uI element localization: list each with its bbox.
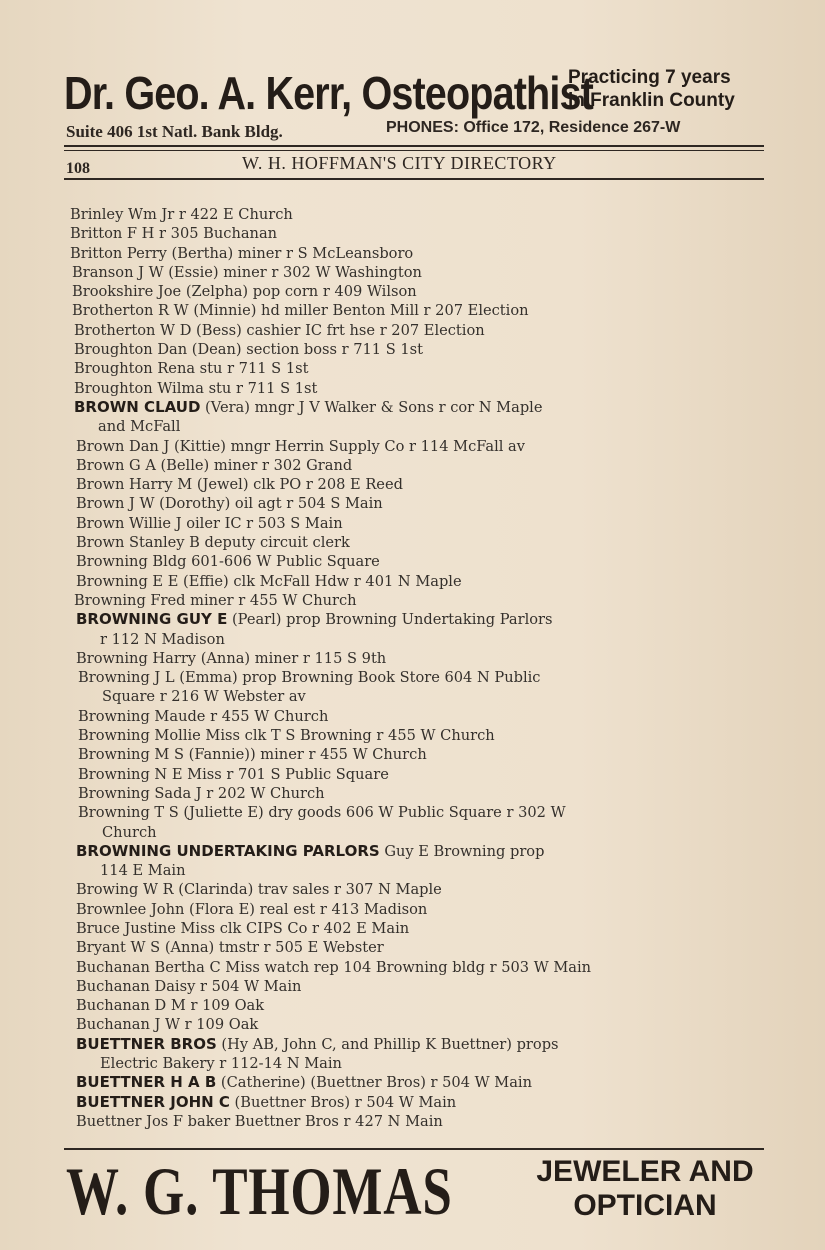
directory-entry xyxy=(0,514,825,533)
directory-entry xyxy=(0,610,825,649)
directory-entry xyxy=(0,745,825,764)
entry-text: Buettner Jos F baker Buettner Bros r 427 N Main xyxy=(76,1112,443,1130)
page-number: 108 xyxy=(66,160,90,177)
entry-bold-name: BROWNING UNDERTAKING PARLORS xyxy=(76,841,380,860)
entry-text: Browning Sada J r 202 W Church xyxy=(78,784,325,802)
directory-entry xyxy=(0,205,825,224)
entry-bold-name: BUETTNER H A B xyxy=(76,1073,217,1092)
entry-line xyxy=(76,456,825,475)
entry-line xyxy=(78,726,825,745)
entry-line xyxy=(74,359,825,378)
directory-entry xyxy=(0,1093,825,1112)
entry-line xyxy=(78,765,825,784)
entry-line xyxy=(76,649,825,668)
entry-line xyxy=(78,668,825,687)
entry-line xyxy=(72,263,825,282)
entry-text: (Vera) mngr J V Walker & Sons r cor N Maple xyxy=(200,398,543,416)
entry-line xyxy=(76,437,825,456)
entry-continuation: r 112 N Madison xyxy=(100,630,225,648)
entry-line xyxy=(78,745,825,764)
entry-line xyxy=(78,707,825,726)
directory-entry xyxy=(0,244,825,263)
directory-entry xyxy=(0,456,825,475)
directory-entry xyxy=(0,726,825,745)
entry-text: Buchanan Bertha C Miss watch rep 104 Browning bldg r 503 W Main xyxy=(76,958,592,976)
directory-entry xyxy=(0,359,825,378)
entry-line xyxy=(76,1112,825,1131)
entry-line xyxy=(72,282,825,301)
entry-text: Browning Fred miner r 455 W Church xyxy=(74,591,357,609)
top-ad-rule xyxy=(64,145,764,147)
entry-text: (Buettner Bros) r 504 W Main xyxy=(229,1093,457,1111)
entry-line xyxy=(76,572,825,591)
directory-entry xyxy=(0,475,825,494)
entry-text: Browning Mollie Miss clk T S Browning r 455 W Church xyxy=(78,727,495,745)
entry-text: Browning N E Miss r 701 S Public Square xyxy=(78,765,389,783)
running-title: W. H. HOFFMAN'S CITY DIRECTORY xyxy=(242,153,557,173)
directory-entry xyxy=(0,842,825,881)
entry-line xyxy=(76,552,825,571)
entry-text: Broughton Rena stu r 711 S 1st xyxy=(74,360,309,378)
entry-line xyxy=(76,533,825,552)
entry-line xyxy=(78,803,825,822)
directory-entry xyxy=(0,1035,825,1074)
entry-text: Brotherton R W (Minnie) hd miller Benton Mill r 207 Election xyxy=(72,302,529,320)
bottom-ad-trade xyxy=(520,1155,770,1223)
entry-line xyxy=(70,224,825,243)
entry-line xyxy=(76,1035,825,1054)
directory-entry xyxy=(0,649,825,668)
entry-line xyxy=(74,379,825,398)
entry-line xyxy=(76,842,825,861)
directory-entry xyxy=(0,282,825,301)
entry-text: Branson J W (Essie) miner r 302 W Washington xyxy=(72,263,422,281)
directory-entry xyxy=(0,552,825,571)
entry-line xyxy=(76,919,825,938)
entry-text: Buchanan J W r 109 Oak xyxy=(76,1016,259,1034)
entry-text: Brownlee John (Flora E) real est r 413 Madison xyxy=(76,900,428,918)
entry-text: (Hy AB, John C, and Phillip K Buettner) props xyxy=(216,1035,559,1053)
directory-entry xyxy=(0,1015,825,1034)
entry-line xyxy=(76,494,825,513)
bottom-ad-name: W. G. THOMAS xyxy=(66,1153,453,1229)
entry-text: Brown G A (Belle) miner r 302 Grand xyxy=(76,456,353,474)
directory-entry xyxy=(0,784,825,803)
entry-text: Browning T S (Juliette E) dry goods 606 W Public Square r 302 W xyxy=(78,804,566,822)
entry-bold-name: BROWN CLAUD xyxy=(74,397,201,416)
entry-text: Browning Harry (Anna) miner r 115 S 9th xyxy=(76,649,387,667)
directory-entry xyxy=(0,533,825,552)
entry-text: Brotherton W D (Bess) cashier IC frt hse r 207 Election xyxy=(74,321,485,339)
entry-line xyxy=(76,610,825,629)
top-ad-suite: Suite 406 1st Natl. Bank Bldg. xyxy=(66,122,283,141)
entry-text: Britton Perry (Bertha) miner r S McLeansboro xyxy=(70,244,414,262)
directory-entry xyxy=(0,340,825,359)
directory-entry xyxy=(0,938,825,957)
directory-entry xyxy=(0,707,825,726)
directory-entry xyxy=(0,224,825,243)
top-ad-tagline-line2: in Franklin County xyxy=(568,90,735,111)
entry-text: Browning Bldg 601-606 W Public Square xyxy=(76,553,380,571)
directory-entry xyxy=(0,803,825,842)
entry-line xyxy=(76,1015,825,1034)
directory-entry xyxy=(0,977,825,996)
entry-line xyxy=(70,205,825,224)
top-ad-tagline-line1: Practicing 7 years xyxy=(568,67,731,88)
entry-line xyxy=(76,938,825,957)
entry-line xyxy=(76,958,825,977)
entry-text: Guy E Browning prop xyxy=(379,842,545,860)
directory-entry xyxy=(0,398,825,437)
directory-listings xyxy=(0,205,825,1131)
top-ad-tagline xyxy=(568,66,768,112)
entry-text: Brown J W (Dorothy) oil agt r 504 S Main xyxy=(76,495,383,513)
entry-line xyxy=(76,514,825,533)
directory-entry xyxy=(0,263,825,282)
top-ad-phones: PHONES: Office 172, Residence 267-W xyxy=(386,119,681,136)
entry-text: Brown Stanley B deputy circuit clerk xyxy=(76,534,350,552)
entry-text: Browning J L (Emma) prop Browning Book Store 604 N Public xyxy=(78,669,541,687)
entry-bold-name: BUETTNER JOHN C xyxy=(76,1092,230,1111)
entry-text: Brinley Wm Jr r 422 E Church xyxy=(70,206,293,223)
entry-line xyxy=(76,900,825,919)
entry-continuation: Square r 216 W Webster av xyxy=(102,688,306,706)
entry-continuation: Church xyxy=(102,823,157,841)
entry-text: (Catherine) (Buettner Bros) r 504 W Main xyxy=(216,1074,532,1092)
directory-entry xyxy=(0,668,825,707)
directory-entry xyxy=(0,572,825,591)
entry-line xyxy=(74,321,825,340)
entry-text: Browning M S (Fannie)) miner r 455 W Church xyxy=(78,746,427,764)
entry-text: Brown Willie J oiler IC r 503 S Main xyxy=(76,514,343,532)
directory-entry xyxy=(0,900,825,919)
entry-text: Broughton Wilma stu r 711 S 1st xyxy=(74,379,318,397)
top-ad-name: Dr. Geo. A. Kerr, Osteopathist xyxy=(64,67,593,119)
entry-line xyxy=(76,880,825,899)
entry-line xyxy=(74,398,825,417)
entry-line xyxy=(74,591,825,610)
entry-bold-name: BUETTNER BROS xyxy=(76,1034,217,1053)
bottom-ad-trade-line2: OPTICIAN xyxy=(573,1189,717,1222)
directory-entry xyxy=(0,765,825,784)
bottom-ad-rule xyxy=(64,1148,764,1150)
directory-entry xyxy=(0,880,825,899)
entry-text: Bruce Justine Miss clk CIPS Co r 402 E Main xyxy=(76,919,410,937)
directory-entry xyxy=(0,919,825,938)
directory-entry xyxy=(0,301,825,320)
entry-text: Broughton Dan (Dean) section boss r 711 S 1st xyxy=(74,341,424,359)
header-rule xyxy=(64,178,764,180)
entry-line xyxy=(78,784,825,803)
entry-text: Browning Maude r 455 W Church xyxy=(78,707,329,725)
entry-line xyxy=(70,244,825,263)
entry-line xyxy=(76,977,825,996)
entry-text: Brookshire Joe (Zelpha) pop corn r 409 Wilson xyxy=(72,283,417,301)
entry-continuation: Electric Bakery r 112-14 N Main xyxy=(100,1055,342,1073)
header-rule-thin xyxy=(64,150,764,151)
entry-line xyxy=(74,340,825,359)
entry-text: (Pearl) prop Browning Undertaking Parlors xyxy=(227,611,553,629)
entry-continuation: 114 E Main xyxy=(100,862,186,880)
entry-line xyxy=(76,1073,825,1092)
entry-text: Buchanan D M r 109 Oak xyxy=(76,997,265,1015)
entry-line xyxy=(76,475,825,494)
directory-entry xyxy=(0,996,825,1015)
entry-text: Browning E E (Effie) clk McFall Hdw r 401 N Maple xyxy=(76,572,462,590)
entry-line xyxy=(76,996,825,1015)
directory-entry xyxy=(0,1112,825,1131)
directory-entry xyxy=(0,379,825,398)
bottom-ad-trade-line1: JEWELER AND xyxy=(536,1155,754,1188)
directory-entry xyxy=(0,437,825,456)
entry-text: Brown Dan J (Kittie) mngr Herrin Supply Co r 114 McFall av xyxy=(76,437,525,455)
entry-line xyxy=(76,1093,825,1112)
directory-entry xyxy=(0,321,825,340)
directory-entry xyxy=(0,591,825,610)
entry-line xyxy=(72,301,825,320)
entry-text: Brown Harry M (Jewel) clk PO r 208 E Reed xyxy=(76,476,403,494)
directory-entry xyxy=(0,1073,825,1092)
entry-text: Buchanan Daisy r 504 W Main xyxy=(76,977,302,995)
entry-text: Browing W R (Clarinda) trav sales r 307 N Maple xyxy=(76,881,442,899)
entry-bold-name: BROWNING GUY E xyxy=(76,610,228,629)
entry-text: Bryant W S (Anna) tmstr r 505 E Webster xyxy=(76,939,384,957)
directory-entry xyxy=(0,958,825,977)
entry-continuation: and McFall xyxy=(98,418,181,436)
entry-text: Britton F H r 305 Buchanan xyxy=(70,225,278,243)
directory-entry xyxy=(0,494,825,513)
